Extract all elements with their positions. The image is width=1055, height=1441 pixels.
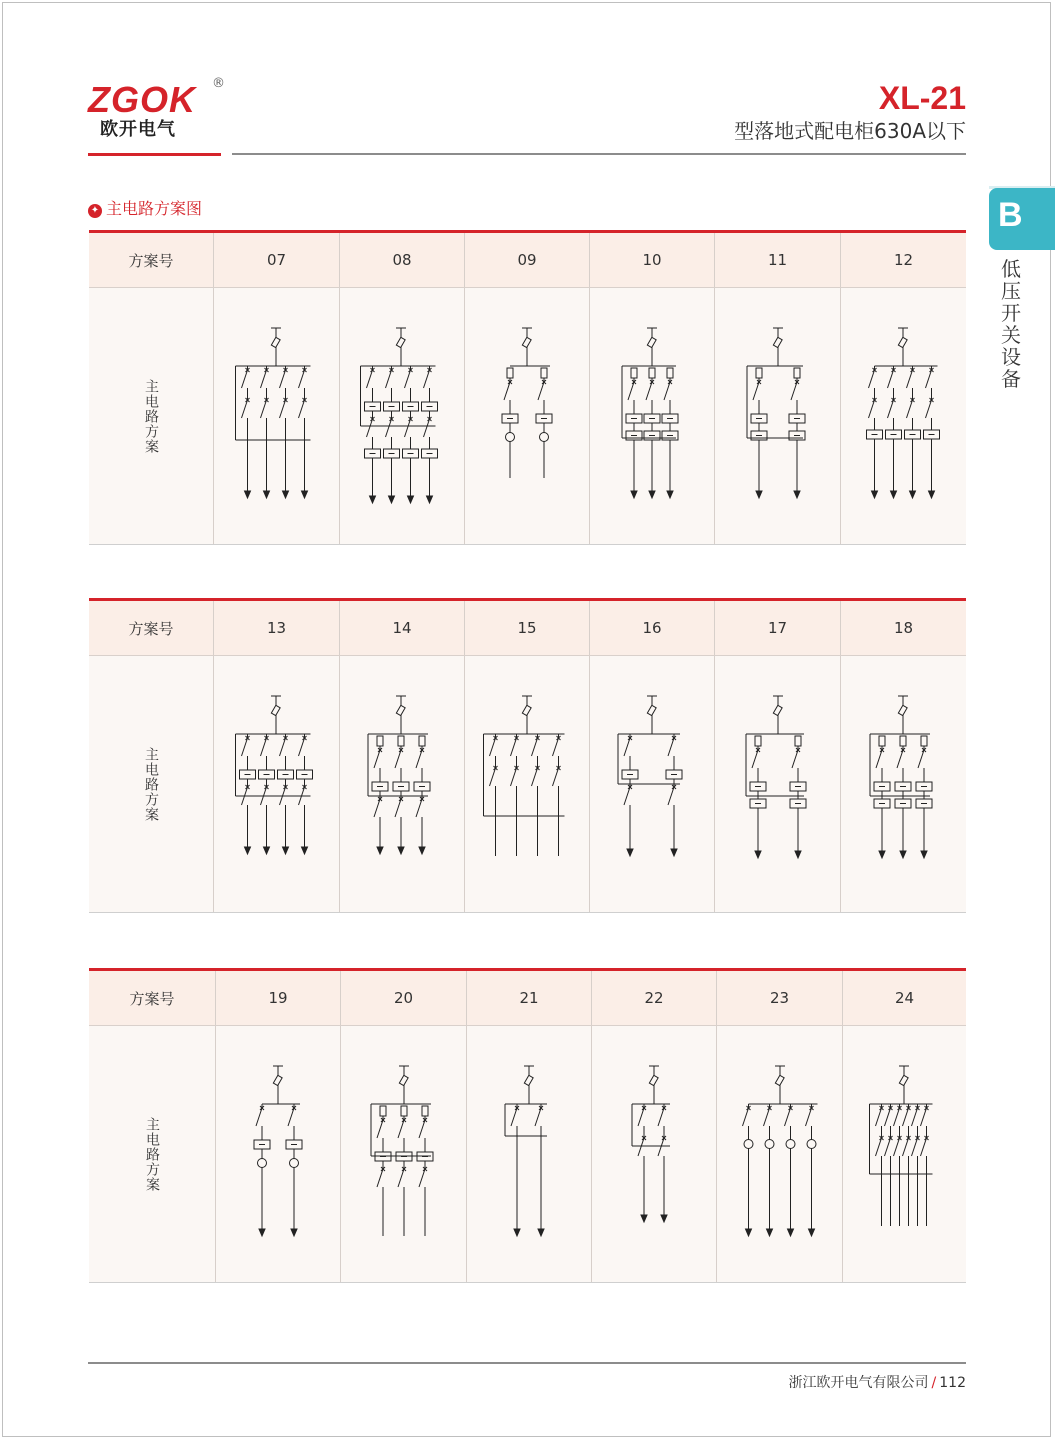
side-tab-char: 关	[1001, 323, 1021, 347]
schematic-diagram	[723, 298, 833, 538]
scheme-number: 11	[714, 233, 840, 287]
side-tab-label	[1000, 258, 1022, 390]
row-label-text: 主电路方案	[144, 1116, 160, 1192]
footer	[789, 1374, 966, 1392]
star-icon: ✦	[88, 204, 102, 218]
schematic-diagram	[221, 298, 331, 538]
header-label: 方案号	[128, 251, 174, 270]
section-title	[88, 198, 202, 220]
row-label-text: 主电路方案	[143, 746, 159, 822]
side-tab-char: 低	[1001, 257, 1021, 281]
row-label	[89, 656, 213, 912]
registered-mark: ®	[212, 76, 225, 91]
schematic-diagram	[723, 666, 833, 906]
schematic-diagram	[474, 1036, 584, 1276]
schematic-diagram	[597, 298, 707, 538]
footer-separator: /	[931, 1375, 937, 1391]
scheme-number: 18	[840, 601, 966, 655]
schematic-diagram	[346, 298, 456, 538]
side-tab-char: 压	[1001, 279, 1021, 303]
scheme-number: 19	[215, 971, 340, 1025]
table-header-row	[89, 233, 966, 288]
scheme-number: 09	[464, 233, 589, 287]
brand-name-cn: 欧开电气	[100, 119, 176, 140]
page-number: 112	[939, 1375, 966, 1391]
scheme-number: 07	[213, 233, 339, 287]
model-title: XL-21	[878, 80, 966, 116]
footer-company: 浙江欧开电气有限公司	[788, 1375, 929, 1391]
schematic-diagram	[599, 1036, 709, 1276]
logo-underline	[88, 153, 221, 156]
scheme-number: 14	[339, 601, 464, 655]
side-tab-char: 开	[1001, 301, 1021, 325]
schematic-diagram	[349, 1036, 459, 1276]
scheme-number: 17	[714, 601, 840, 655]
scheme-number: 23	[716, 971, 842, 1025]
scheme-number: 15	[464, 601, 589, 655]
side-tab-letter: B	[998, 196, 1023, 234]
side-tab-char: 设	[1001, 345, 1021, 369]
row-label	[89, 1026, 215, 1282]
schematic-diagram	[346, 666, 456, 906]
schematic-diagram	[597, 666, 707, 906]
model-subtitle: 型落地式配电柜630A以下	[734, 119, 966, 143]
table-header-row	[89, 601, 966, 656]
header-rule	[232, 153, 966, 155]
schematic-diagram	[725, 1036, 835, 1276]
row-label	[89, 288, 213, 544]
scheme-number: 22	[591, 971, 716, 1025]
scheme-number: 12	[840, 233, 966, 287]
scheme-number: 24	[842, 971, 966, 1025]
header-label: 方案号	[129, 989, 175, 1008]
table-header-row	[89, 971, 966, 1026]
scheme-number: 10	[589, 233, 714, 287]
schematic-diagram	[472, 298, 582, 538]
schematic-diagram	[848, 298, 958, 538]
brand-logo	[88, 76, 228, 140]
header-label: 方案号	[128, 619, 174, 638]
row-label-text: 主电路方案	[143, 378, 159, 454]
scheme-number: 21	[466, 971, 591, 1025]
schematic-diagram	[849, 1036, 959, 1276]
schematic-diagram	[472, 666, 582, 906]
scheme-number: 08	[339, 233, 464, 287]
scheme-number: 13	[213, 601, 339, 655]
side-tab-char: 备	[1001, 367, 1021, 391]
schematic-diagram	[223, 1036, 333, 1276]
scheme-number: 20	[340, 971, 466, 1025]
schematic-diagram	[221, 666, 331, 906]
scheme-number: 16	[589, 601, 714, 655]
section-title-text: 主电路方案图	[106, 199, 203, 218]
footer-rule	[88, 1362, 966, 1364]
logo-text: ZGOK	[88, 79, 196, 120]
schematic-diagram	[848, 666, 958, 906]
